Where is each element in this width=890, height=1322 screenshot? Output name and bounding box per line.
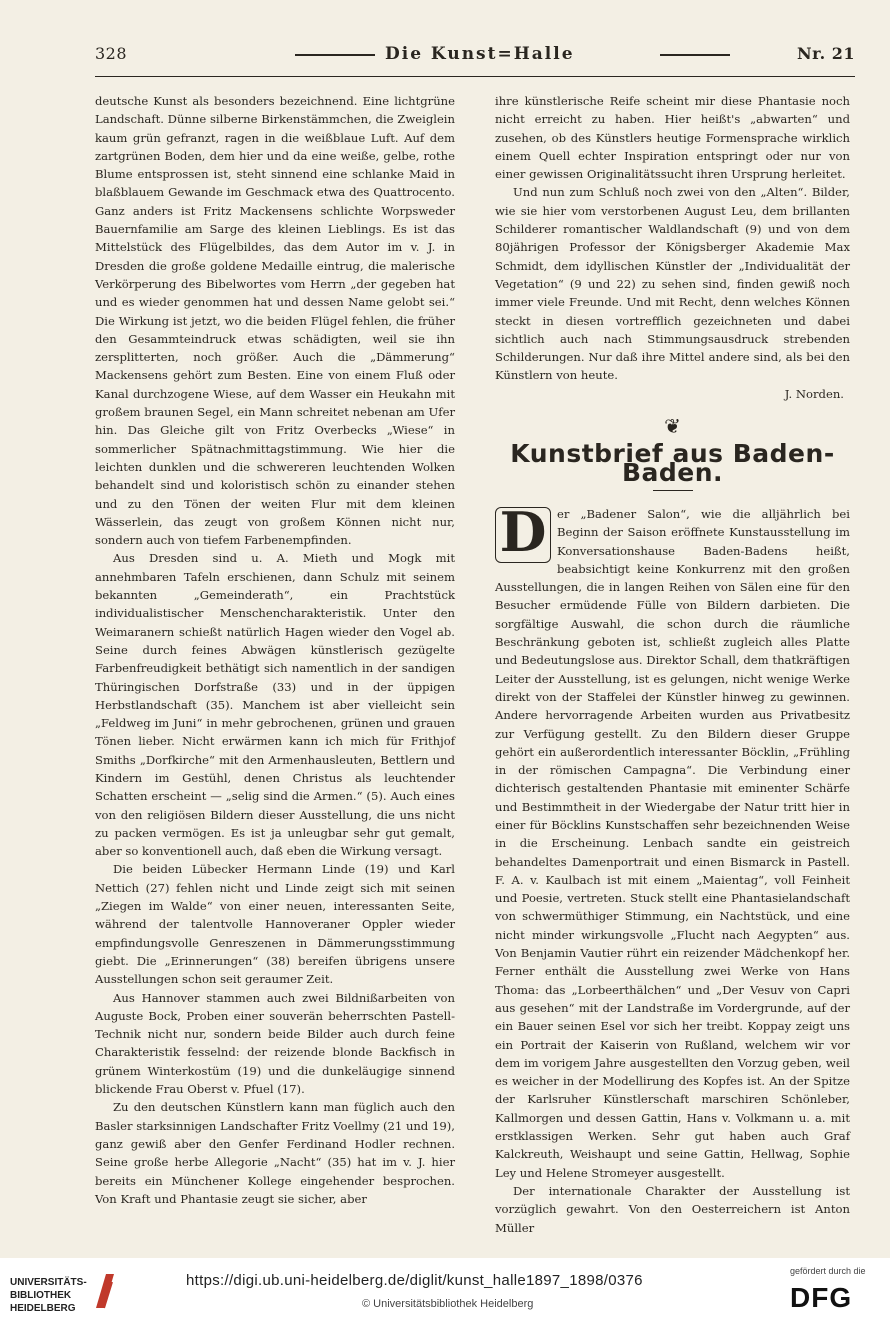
paragraph: Aus Hannover stammen auch zwei Bildnißarbeiten von Auguste Bock, Proben einer souverän beherrschten Pastell-Technik nicht nur, sondern beide Bilder auch durch feine Charakteristik fesselnd: der reizende blonde Backfisch in grünem Winterkostüm (19) und die dunkeläugige sinnend blickende Frau Oberst v. Pfuel (17). (95, 990, 455, 1097)
paragraph: deutsche Kunst als besonders bezeichnend. Eine lichtgrüne Landschaft. Dünne silberne Birkenstämmchen, die Zweiglein kaum grün gefranzt, ragen in die weißblaue Luft. Auf dem zartgrünen Boden, dem hier und da eine weiße, gelbe, rothe Blume entsprossen ist, steht sinnend eine schlanke Maid in blaßblauem Gewande im Geschmack etwa des Quattrocento. Ganz anders ist Fritz Mackensens schlichte Worpsweder Bauernfamilie am Sarge des kleinen Lieblings. Es ist das Mittelstück des Flügelbildes, das dem Autor im v. J. in Dresden die große goldene Medaille eintrug, die malerische Verkörperung des Bibelwortes vom Herrn „der gegeben hat und es wieder genommen hat und dessen Name gelobt sei.“ Die Wirkung ist jetzt, wo die beiden Flügel fehlen, die früher den Gesammteindruck etwas schädigten, weil sie ihn zersplitterten, noch größer. Auch die „Dämmerung“ Mackensens gehört zum Besten. Eine von einem Fluß oder Kanal durchzogene Wiese, auf dem Wasser ein Heukahn mit großem braunen Segel, ein Mann schreitet nebenan am Ufer hin. Das Gleiche gilt von Fritz Overbecks „Wiese“ in sommerlicher Spätnachmittagstimmung. Wie hier die leichten dunklen und die schwereren leuchtenden Wolken behandelt sind und koloristisch schön zu einander stehen und zu den Tönen der weiten Flur mit dem kleinen Wässerlein, das zeugt von großem Können nicht nur, sondern auch von tiefem Farbenempfinden. (95, 94, 455, 548)
author-signature: J. Norden. (784, 386, 844, 401)
paragraph: Der internationale Charakter der Ausstellung ist vorzüglich gewahrt. Von den Oesterreichern ist Anton Müller (495, 1183, 850, 1235)
copyright-line (362, 1298, 533, 1310)
header-ornament-left (295, 54, 375, 56)
copyright-text: © Universitätsbibliothek Heidelberg (362, 1298, 534, 1310)
paragraph: ihre künstlerische Reife scheint mir diese Phantasie noch nicht erreicht zu haben. Hier heißt's „abwarten“ und zusehen, ob des Künstlers heutige Formensprache wirklich einem Quell echter Inspiration entspringt oder nur von einer gewissen Originalitätssucht ihren Ursprung herleitet. (495, 94, 850, 182)
article-title: Kunstbrief aus Baden-Baden. (510, 439, 835, 487)
title-rule (653, 490, 693, 491)
paragraph: Die beiden Lübecker Hermann Linde (19) und Karl Nettich (27) fehlen nicht und Linde zeigt sich mit seinen „Ziegen im Walde“ von einer neuen, interessanten Seite, während der talentvolle Hannoveraner Oppler wieder empfindungsvolle Genreszenen in Dämmerungsstimmung giebt. Die „Erinnerungen“ (38) bereifen übrigens unsere Ausstellungen schon seit geraumer Zeit. (95, 862, 455, 987)
page-number: 328 (95, 44, 128, 63)
funder-note: gefördert durch die (790, 1266, 866, 1276)
right-column (495, 92, 850, 1237)
paragraph: Und nun zum Schluß noch zwei von den „Alten“. Bilder, wie sie hier vom verstorbenen August Leu, dem brillanten Schilderer romantischer Waldlandschaft (9) und von dem 80jährigen Professor der Königsberger Akademie Max Schmidt, dem idyllischen Künstler der „Individualität der Vegetation“ (9 und 22) zu sehen sind, finden gewiß noch immer viele Freunde. Und mit Recht, denn welches Können steckt in diesen vortrefflich gezeichneten und dabei sichtlich auch nach Stimmungsausdruck strebenden Schilderungen. Nur daß ihre Mittel andere sind, als bei den Künstlern von heute. (495, 185, 850, 383)
paragraph: Zu den deutschen Künstlern kann man füglich auch den Basler starksinnigen Landschafter Fritz Voellmy (21 und 19), ganz gewiß aber den Genfer Ferdinand Hodler rechnen. Seine große herbe Allegorie „Nacht“ (35) hat im v. J. hier bereits ein Münchener Kollege eingehender besprochen. Von Kraft und Phantasie zeugt sie sicher, aber (95, 1100, 455, 1206)
footer-bar (0, 1258, 890, 1322)
header-rule (95, 76, 855, 77)
header-ornament-right (660, 54, 730, 56)
permalink-url[interactable]: https://digi.ub.uni-heidelberg.de/diglit/kunst_halle1897_1898/0376 (186, 1272, 643, 1289)
running-header (95, 44, 855, 70)
library-logo-text: UNIVERSITÄTS- BIBLIOTHEK HEIDELBERG (10, 1277, 87, 1314)
left-column (95, 92, 455, 1208)
article-text: er „Badener Salon“, wie die alljährlich bei Beginn der Saison eröffnete Kunstausstellung im Konversationshause Baden-Badens heißt, beabsichtigt keine Konkurrenz mit den großen Ausstellungen, die in langen Reihen von Sälen eine für den Besucher ermüdende Fülle von Bildern darbieten. Die sorgfältige Auswahl, die schon durch die räumliche Beschränkung geboten ist, schließt zugleich alles Platte und Bedeutungslose aus. Direktor Schall, dem thatkräftigen Leiter der Ausstellung, ist es gelungen, nicht wenige Werke direkt von der Staffelei der Künstler hinweg zu gewinnen. Andere hervorragende Arbeiten wurden aus Privatbesitz zur Verfügung gestellt. Zu den Bildern dieser Gruppe gehört ein außerordentlich interessanter Böcklin, „Frühling in der römischen Campagna“. Die Verbindung einer dichterisch gestaltenden Phantasie mit eminenter Schärfe und Bestimmtheit in der Wiedergabe der Natur tritt hier in einer für Böcklins Kunstschaffen sehr bezeichnenden Weise in die Erscheinung. Lenbach sandte ein geistreich behandeltes Damenportrait und einen Bismarck in Pastell. F. A. v. Kaulbach ist mit einem „Maientag“, voll Feinheit und Poesie, vertreten. Stuck stellt eine Phantasielandschaft von schwermüthiger Stimmung, ein Nachtstück, und eine nicht minder wirkungsvolle „Flucht nach Aegypten“ aus. Von Benjamin Vautier rührt ein reizender Mädchenkopf her. Ferner enthält die Ausstellung zwei Werke von Hans Thoma: das „Lorbeerthälchen“ und „Der Vesuv von Capri aus gesehen“ mit der Landstraße im Vordergrunde, auf der ein Bauer seinen Esel vor sich her treibt. Koppay zeigt uns ein Portrait der Kaiserin von Rußland, welchem wir vor dem im vorigem Jahre ausgestellten den Vorzug geben, weil es weicher in der Modellirung des Kopfes ist. An der Spitze der Karlsruher Künstlerschaft marschiren Schönleber, Kallmorgen und dessen Gattin, Hans v. Volkmann u. a. mit erstklassigen Werken. Sehr gut haben auch Graf Kalckreuth, Weishaupt und seine Gattin, Hellwag, Sophie Ley und Helene Stromeyer ausgestellt. (495, 506, 850, 1180)
drop-cap: D (495, 507, 551, 563)
issue-number: Nr. 21 (797, 44, 855, 63)
paragraph: Aus Dresden sind u. A. Mieth und Mogk mit annehmbaren Tafeln erschienen, dann Schulz mit seinem bekannten „Gemeinderath“, ein Prachtstück individualistischer Menschencharakteristik. Unter den Weimaranern schießt natürlich Hagen wieder den Vogel ab. Seine durch feines Abwägen künstlerisch gezügelte Farbenfreudigkeit bethätigt sich namentlich in der sandigen Thüringischen Dorfstraße (33) und in der üppigen Herbstlandschaft (35). Manchem ist aber vielleicht sein „Feldweg im Juni“ in mehr gebrochenen, grünen und grauen Tönen lieber. Nicht erwärmen kann ich mich für Frithjof Smiths „Dorfkirche“ mit den Armenhausleuten, Bettlern und Kindern im Gestühl, denen Christus als leuchtender Schatten erscheint — „selig sind die Armen.“ (5). Auch eines von den religiösen Bildern dieser Ausstellung, die uns nicht zu packen vermögen. Es ist ja unleugbar sehr gut gemalt, aber so konventionell auch, daß eben die Wirkung versagt. (95, 551, 455, 859)
dfg-logo: DFG (790, 1282, 853, 1313)
journal-title: Die Kunst=Halle (385, 44, 575, 64)
flourish-icon: ❦ (664, 414, 681, 439)
library-logo-icon (94, 1270, 116, 1310)
article-paragraph (495, 499, 850, 1182)
